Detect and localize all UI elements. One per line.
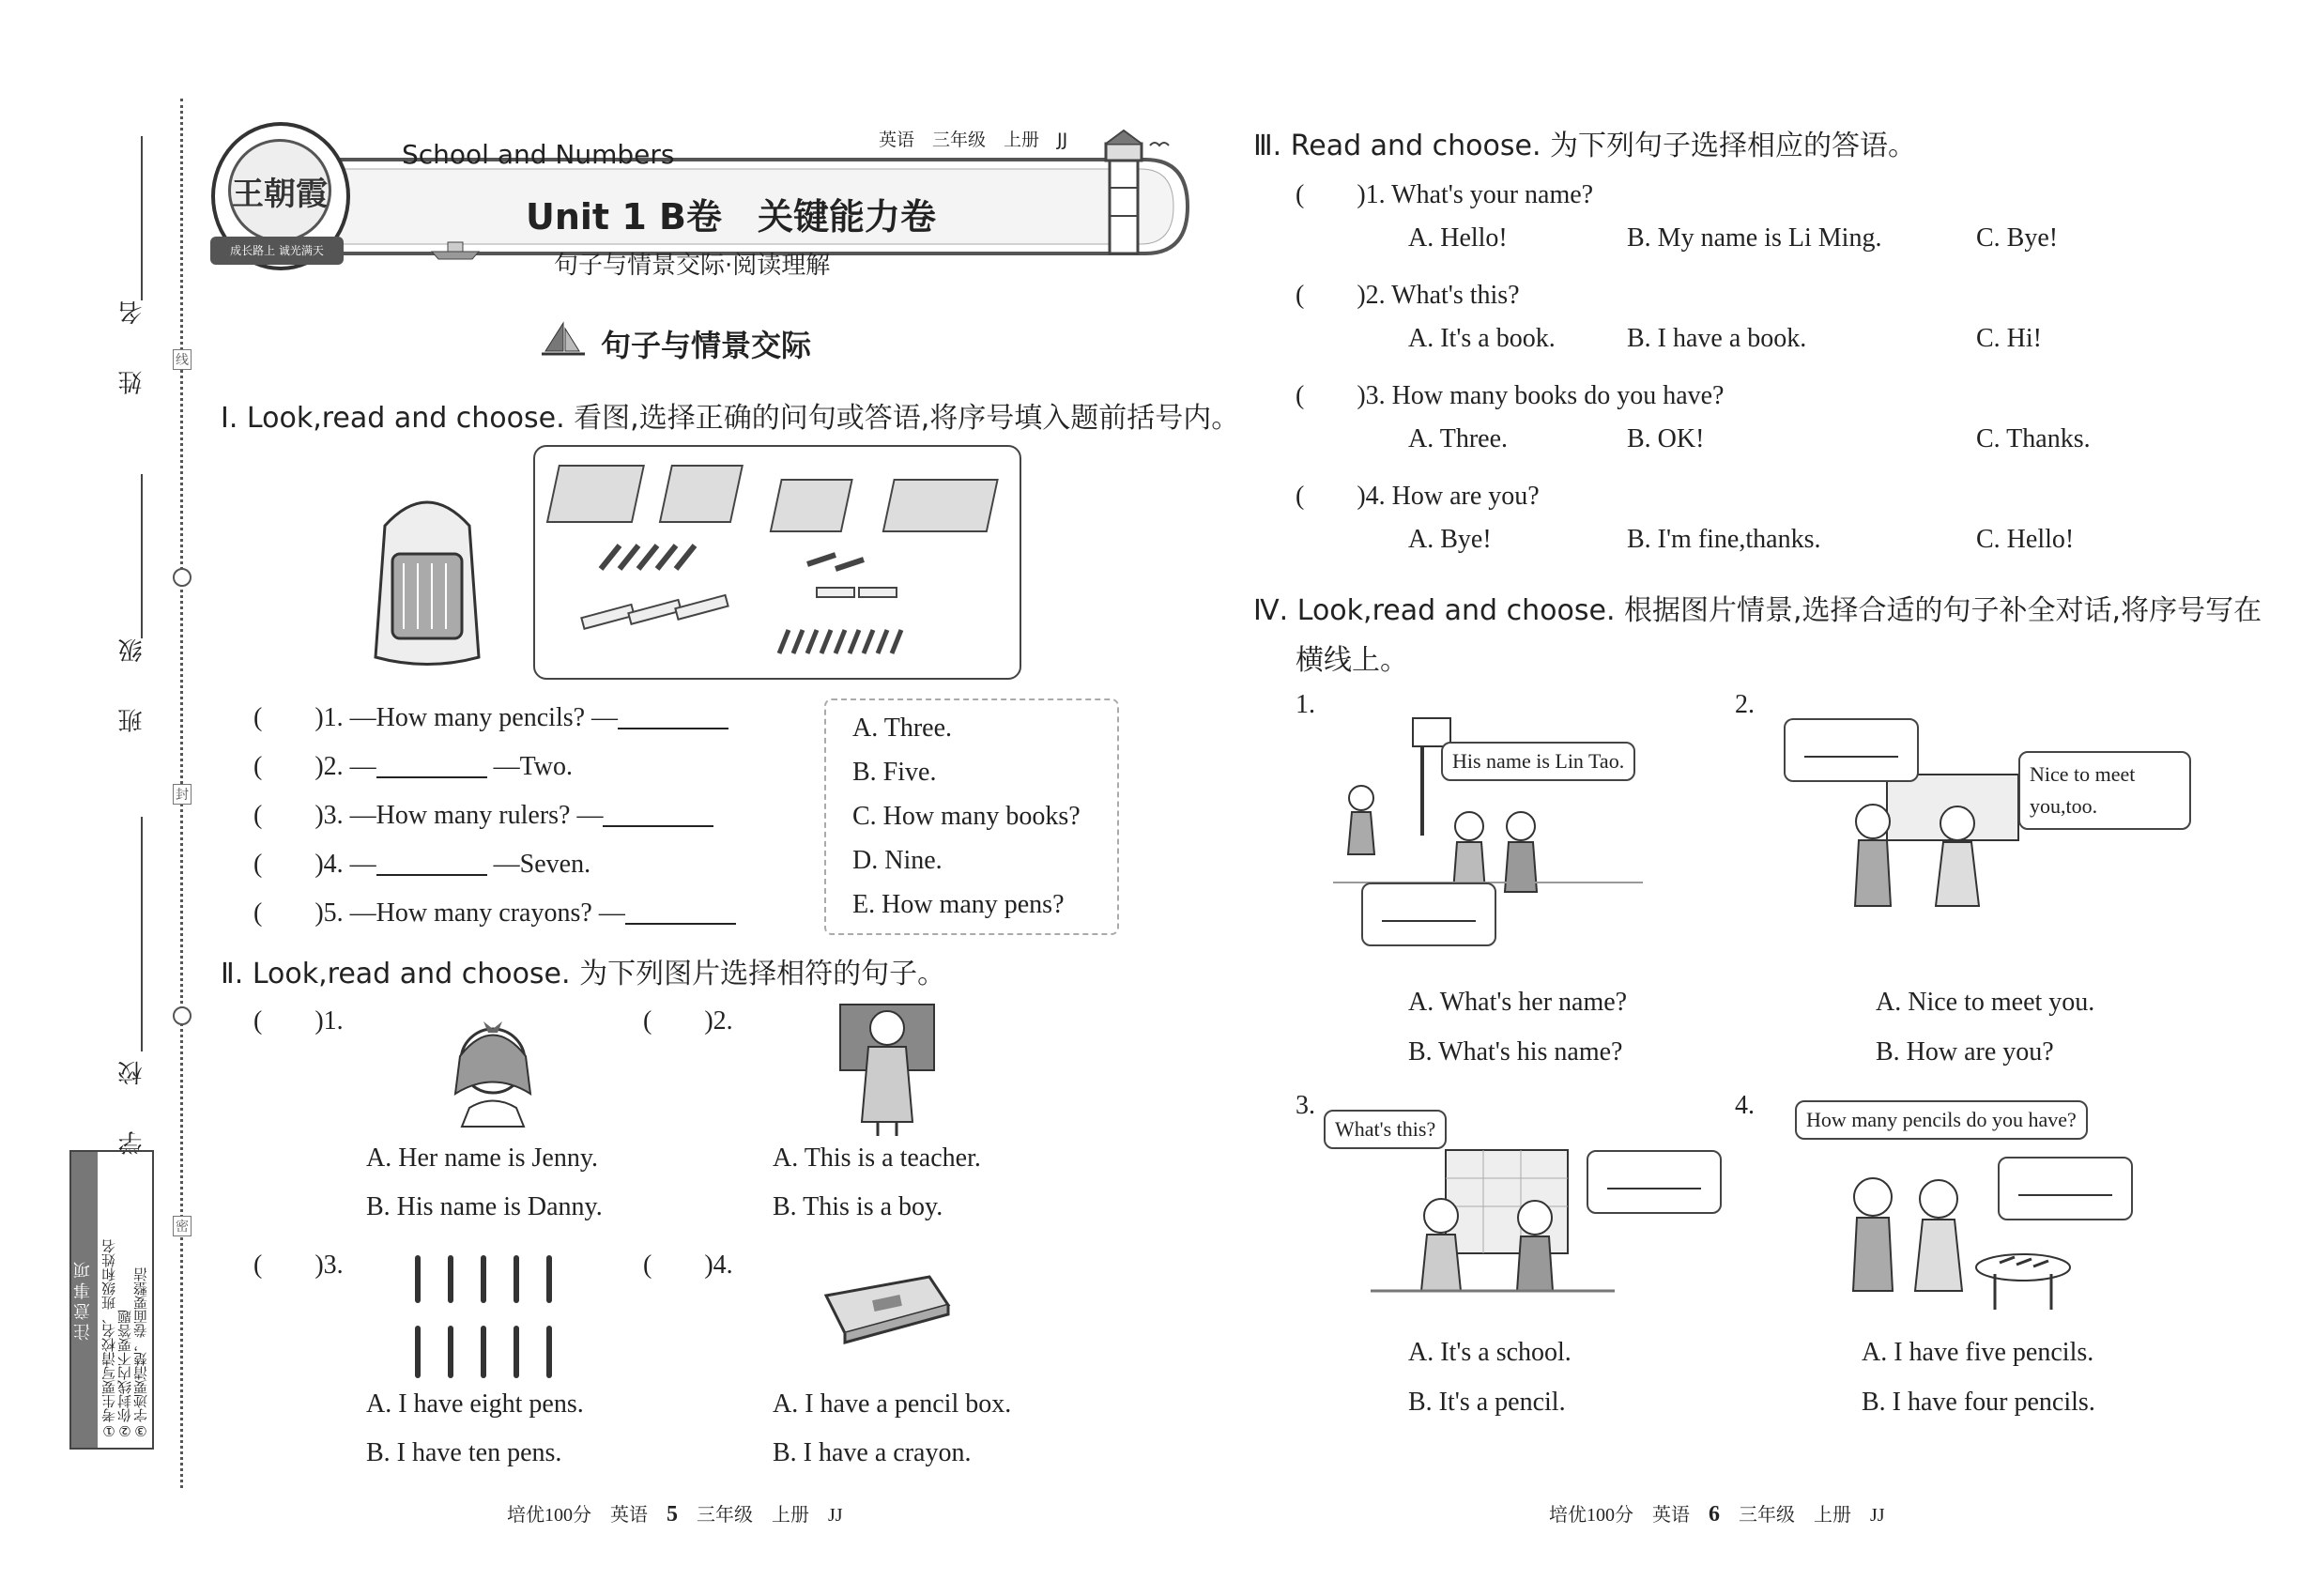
p3-option: C. Bye! bbox=[1976, 223, 2059, 253]
punch-hole-icon bbox=[173, 568, 192, 587]
school-field[interactable] bbox=[141, 817, 143, 1051]
p1-question bbox=[253, 794, 713, 832]
cut-mark: 线 bbox=[173, 349, 192, 370]
binding-margin bbox=[0, 0, 188, 1596]
p3-option: A. Bye! bbox=[1408, 525, 1492, 554]
page-title: Unit 1 B卷 关键能力卷 bbox=[526, 196, 936, 238]
footer-left bbox=[507, 1499, 843, 1527]
p4-option: B. I have four pencils. bbox=[1862, 1388, 2095, 1417]
p1-question bbox=[253, 892, 736, 929]
question-text: —How many crayons? bbox=[349, 898, 592, 928]
answer-bubble[interactable] bbox=[1587, 1150, 1722, 1214]
question-text: — bbox=[349, 752, 376, 781]
question-number: ( )5. bbox=[253, 898, 344, 928]
options-box bbox=[824, 698, 1119, 935]
speech-bubble: How many pencils do you have? bbox=[1795, 1100, 2088, 1140]
school-label: 学 校 bbox=[118, 1042, 146, 1156]
supplies-icon bbox=[535, 447, 1020, 678]
p3-question: ( )2. What's this? bbox=[1296, 281, 1520, 310]
p3-option: A. Three. bbox=[1408, 424, 1508, 453]
option: D. Nine. bbox=[852, 846, 943, 875]
page-subtitle: 句子与情景交际·阅读理解 bbox=[554, 252, 831, 280]
p4-option: A. I have five pencils. bbox=[1862, 1338, 2094, 1367]
p3-option: C. Thanks. bbox=[1976, 424, 2091, 453]
scene-school bbox=[1371, 1141, 1615, 1310]
class-label: 班 级 bbox=[118, 620, 146, 733]
p3-option: B. I'm fine,thanks. bbox=[1627, 525, 1821, 554]
p4-option: A. What's her name? bbox=[1408, 988, 1628, 1017]
girl-image bbox=[441, 1005, 544, 1131]
p2-option: B. This is a boy. bbox=[773, 1192, 943, 1221]
p1-question bbox=[253, 843, 590, 881]
option: B. Five. bbox=[852, 758, 937, 787]
p2-option: A. I have a pencil box. bbox=[773, 1389, 1012, 1419]
p1-question bbox=[253, 745, 573, 783]
question-number: ( )4. bbox=[253, 850, 344, 879]
p3-option: B. My name is Li Ming. bbox=[1627, 223, 1882, 253]
question-text: — bbox=[591, 703, 619, 732]
speech-bubble: His name is Lin Tao. bbox=[1441, 742, 1635, 781]
logo-text: 王朝霞 bbox=[228, 139, 331, 242]
question-text: — bbox=[598, 898, 625, 928]
p3-question: ( )4. How are you? bbox=[1296, 482, 1540, 511]
p3-option: B. I have a book. bbox=[1627, 324, 1807, 353]
p3-option: A. Hello! bbox=[1408, 223, 1508, 253]
p4-option: B. It's a pencil. bbox=[1408, 1388, 1566, 1417]
page-number: 6 bbox=[1709, 1502, 1720, 1527]
punch-hole-icon bbox=[173, 1006, 192, 1025]
part1-heading: Ⅰ. Look,read and choose. 看图,选择正确的问句或答语,将序号填入题前括号内。 bbox=[221, 402, 1240, 435]
notice-item: ③字迹要清楚，卷面要整洁 bbox=[132, 1267, 149, 1439]
p4-option: A. It's a school. bbox=[1408, 1338, 1572, 1367]
footer-text: 三年级 上册 JJ bbox=[1739, 1505, 1885, 1526]
answer-blank[interactable] bbox=[376, 752, 487, 778]
option: E. How many pens? bbox=[852, 890, 1065, 919]
name-field[interactable] bbox=[141, 136, 143, 300]
ship-icon bbox=[427, 235, 483, 263]
answer-bubble[interactable] bbox=[1784, 718, 1919, 782]
p3-option: B. OK! bbox=[1627, 424, 1705, 453]
section-banner: 句子与情景交际 bbox=[601, 328, 812, 363]
scene-greeting bbox=[1831, 765, 2037, 934]
question-number: ( )2. bbox=[253, 752, 344, 781]
page-number: 5 bbox=[667, 1502, 678, 1527]
school-supplies-picture bbox=[533, 445, 1021, 680]
p3-option: A. It's a book. bbox=[1408, 324, 1556, 353]
footer-text: 培优100分 英语 bbox=[507, 1505, 648, 1526]
p2-option: A. Her name is Jenny. bbox=[366, 1143, 599, 1173]
p2-option: B. His name is Danny. bbox=[366, 1192, 603, 1221]
footer-text: 三年级 上册 JJ bbox=[697, 1505, 843, 1526]
notice-title: 注意事项 bbox=[71, 1152, 98, 1448]
part3-heading: Ⅲ. Read and choose. 为下列句子选择相应的答语。 bbox=[1253, 130, 1917, 162]
p4-item-number: 4. bbox=[1735, 1091, 1755, 1120]
answer-blank[interactable] bbox=[1607, 1188, 1701, 1189]
question-text: —How many pencils? bbox=[349, 703, 586, 732]
p3-question: ( )1. What's your name? bbox=[1296, 180, 1594, 209]
p2-item-number: ( )4. bbox=[643, 1251, 733, 1280]
notice-box bbox=[69, 1150, 154, 1450]
p2-item-number: ( )2. bbox=[643, 1006, 733, 1036]
speech-bubble: Nice to meet you,too. bbox=[2018, 751, 2191, 830]
p2-option: B. I have a crayon. bbox=[773, 1438, 972, 1467]
answer-blank[interactable] bbox=[625, 898, 736, 925]
speech-bubble: What's this? bbox=[1324, 1110, 1447, 1149]
p4-option: B. What's his name? bbox=[1408, 1037, 1623, 1067]
question-text: — bbox=[349, 850, 376, 879]
pens-image bbox=[399, 1249, 577, 1389]
question-text: —Two. bbox=[493, 752, 574, 781]
p2-item-number: ( )1. bbox=[253, 1006, 344, 1036]
notice-text bbox=[101, 1158, 149, 1439]
cut-mark: 封 bbox=[173, 784, 192, 805]
footer-text: 培优100分 英语 bbox=[1549, 1505, 1690, 1526]
footer-right bbox=[1549, 1499, 1885, 1527]
grade-meta: 英语 三年级 上册 JJ bbox=[879, 130, 1068, 150]
pencil-box-image bbox=[817, 1267, 958, 1352]
p3-option: C. Hi! bbox=[1976, 324, 2042, 353]
answer-blank[interactable] bbox=[2018, 1194, 2112, 1196]
option: A. Three. bbox=[852, 714, 952, 743]
class-field[interactable] bbox=[141, 474, 143, 638]
notice-item: ②你封线内不要答题 bbox=[116, 1310, 133, 1439]
answer-blank[interactable] bbox=[603, 801, 713, 827]
part4-heading-cont: 横线上。 bbox=[1296, 644, 1408, 677]
backpack-image bbox=[357, 488, 498, 676]
p3-question: ( )3. How many books do you have? bbox=[1296, 381, 1725, 410]
part4-heading: Ⅳ. Look,read and choose. 根据图片情景,选择合适的句子补全对话,将序号写在 bbox=[1253, 594, 2262, 627]
question-number: ( )3. bbox=[253, 801, 344, 830]
answer-blank[interactable] bbox=[1382, 920, 1476, 922]
topic-label: School and Numbers bbox=[402, 139, 675, 170]
p3-option: C. Hello! bbox=[1976, 525, 2075, 554]
brand-logo bbox=[211, 122, 350, 270]
p2-option: B. I have ten pens. bbox=[366, 1438, 562, 1467]
p4-option: B. How are you? bbox=[1876, 1037, 2054, 1067]
answer-blank[interactable] bbox=[1804, 756, 1898, 758]
question-number: ( )1. bbox=[253, 703, 344, 732]
p2-option: A. I have eight pens. bbox=[366, 1389, 584, 1419]
p4-item-number: 2. bbox=[1735, 690, 1755, 719]
question-text: —Seven. bbox=[493, 850, 591, 879]
answer-bubble[interactable] bbox=[1998, 1157, 2133, 1220]
p1-question bbox=[253, 697, 728, 734]
answer-blank[interactable] bbox=[618, 703, 728, 729]
answer-blank[interactable] bbox=[376, 850, 487, 876]
cut-mark: 密 bbox=[173, 1216, 192, 1236]
sailboat-icon bbox=[540, 319, 587, 361]
answer-bubble[interactable] bbox=[1361, 882, 1496, 946]
p4-option: A. Nice to meet you. bbox=[1876, 988, 2095, 1017]
lighthouse-icon bbox=[1080, 127, 1173, 268]
logo-ribbon: 成长路上 诚光满天 bbox=[210, 237, 344, 265]
name-label: 姓 名 bbox=[118, 282, 146, 395]
p2-item-number: ( )3. bbox=[253, 1251, 344, 1280]
p4-item-number: 1. bbox=[1296, 690, 1315, 719]
question-text: — bbox=[576, 801, 604, 830]
p2-option: A. This is a teacher. bbox=[773, 1143, 981, 1173]
notice-item: ①考生要写清校名、班级和姓名 bbox=[100, 1239, 117, 1439]
p4-item-number: 3. bbox=[1296, 1091, 1315, 1120]
part2-heading: Ⅱ. Look,read and choose. 为下列图片选择相符的句子。 bbox=[221, 958, 946, 990]
question-text: —How many rulers? bbox=[349, 801, 571, 830]
teacher-image bbox=[836, 1000, 939, 1141]
option: C. How many books? bbox=[852, 802, 1081, 831]
